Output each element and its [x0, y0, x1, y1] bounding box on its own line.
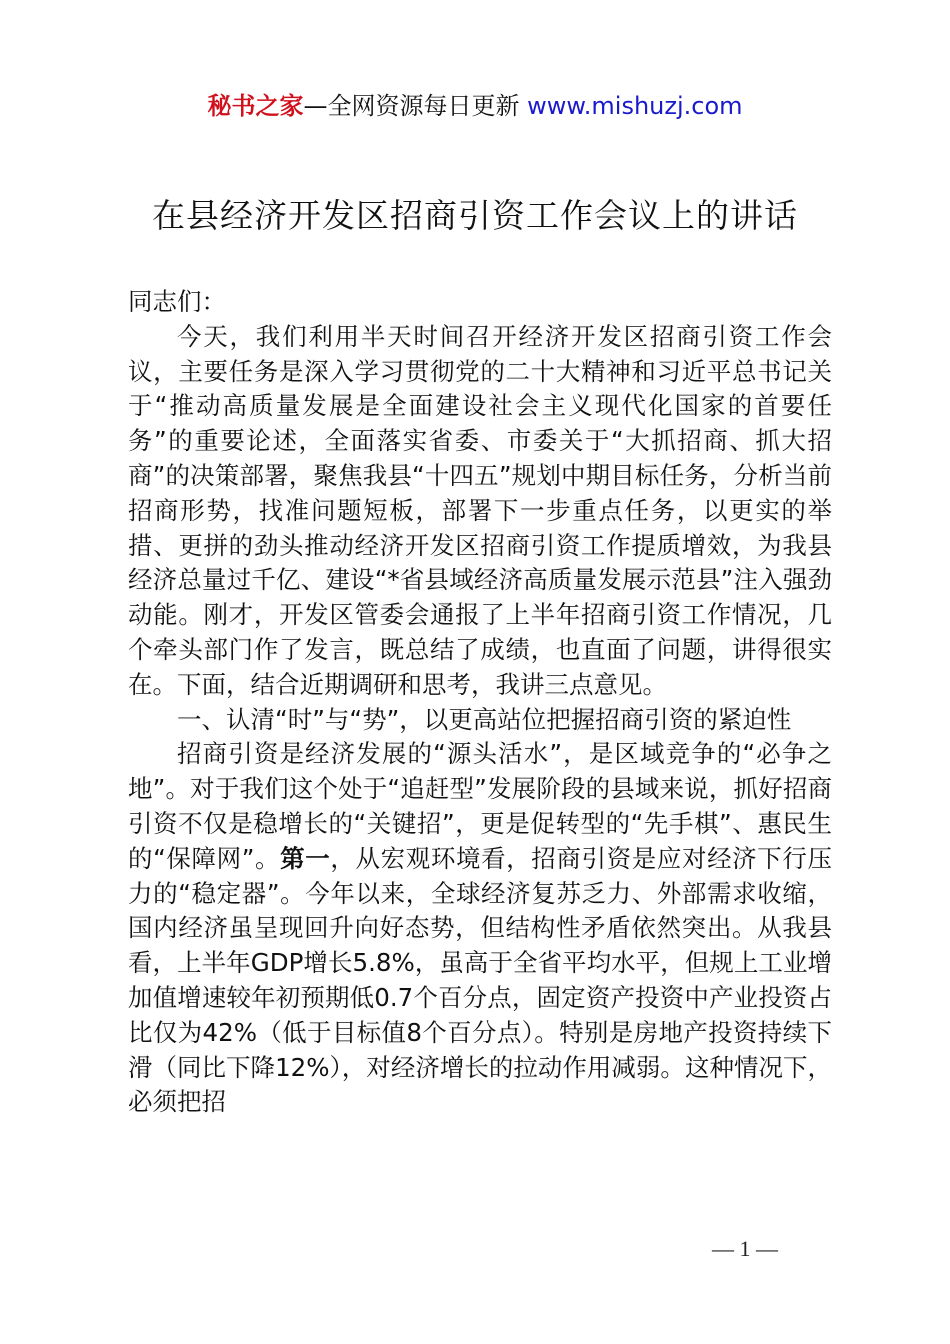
paragraph-section-1-rest: ，从宏观环境看，招商引资是应对经济下行压力的“稳定器”。今年以来，全球经济复苏乏力、外部需求收缩，国内经济虽呈现回升向好态势，但结构性矛盾依然突出。从我县看，上半年GDP增长5.8%，虽高于全省平均水平，但规上工业增加值增速较年初预期低0.7个百分点，固定资产投资中产业投资占比仅为42%（低于目标值8个百分点）。特别是房地产投资持续下滑（同比下降12%），对经济增长的拉动作用减弱。这种情况下，必须把招: [128, 843, 833, 1117]
site-url-link[interactable]: www.mishuzj.com: [527, 92, 743, 120]
document-title: 在县经济开发区招商引资工作会议上的讲话: [152, 196, 798, 235]
site-slogan: —全网资源每日更新: [303, 92, 520, 120]
emphasis-first: 第一: [280, 843, 331, 873]
site-name: 秘书之家: [207, 92, 304, 120]
paragraph-section-1-start: 招商引资是经济发展的“源头活水”，是区域竞争的“必争之地”。对于我们这个处于“追赶型”发展阶段的县域来说，抓好招商引资不仅是稳增长的“关键招”，更是促转型的“先手棋”、惠民生的“保障网”。: [128, 739, 832, 873]
site-header: [0, 86, 950, 121]
paragraph-section-1: [128, 737, 832, 1120]
document-body: [128, 285, 832, 1120]
page-number: — 1 —: [712, 1236, 778, 1261]
section-heading-1: 一、认清“时”与“势”，以更高站位把握招商引资的紧迫性: [177, 704, 792, 734]
paragraph-intro: 今天，我们利用半天时间召开经济开发区招商引资工作会议，主要任务是深入学习贯彻党的二十大精神和习近平总书记关于“推动高质量发展是全面建设社会主义现代化国家的首要任务”的重要论述，全面落实省委、市委关于“大抓招商、抓大招商”的决策部署，聚焦我县“十四五”规划中期目标任务，分析当前招商形势，找准问题短板，部署下一步重点任务，以更实的举措、更拼的劲头推动经济开发区招商引资工作提质增效，为我县经济总量过千亿、建设“*省县域经济高质量发展示范县”注入强劲动能。刚才，开发区管委会通报了上半年招商引资工作情况，几个牵头部门作了发言，既总结了成绩，也直面了问题，讲得很实在。下面，结合近期调研和思考，我讲三点意见。: [128, 321, 832, 699]
salutation: 同志们：: [128, 287, 226, 316]
